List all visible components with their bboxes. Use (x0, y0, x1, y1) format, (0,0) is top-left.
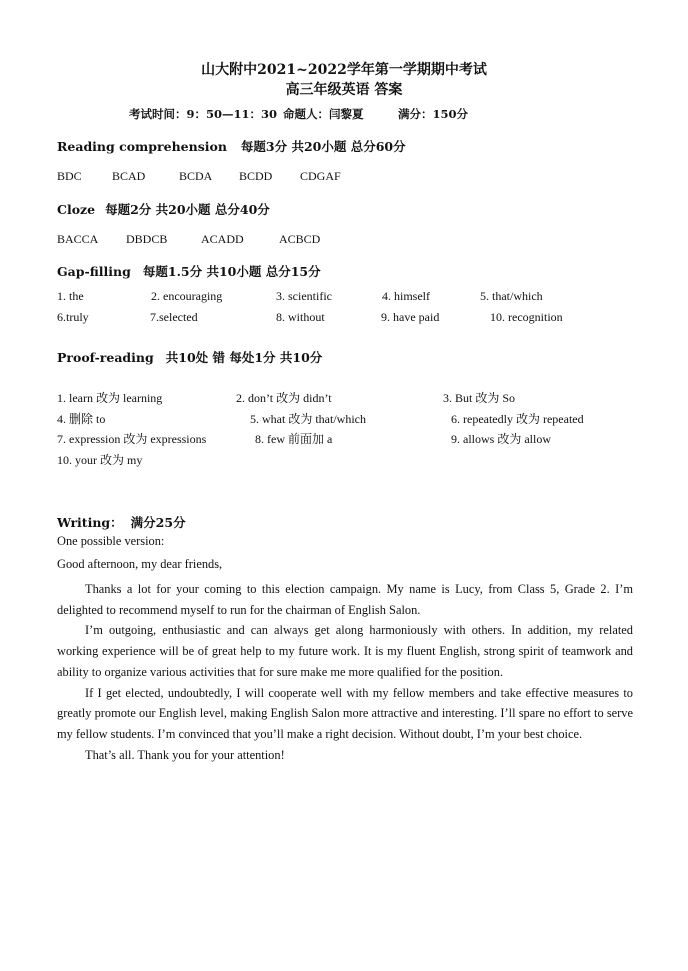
gap-answer: 6.truly (57, 310, 89, 324)
page-title: 山大附中2021~2022学年第一学期期中考试 (201, 62, 487, 78)
essay-paragraph: I’m outgoing, enthusiastic and can always get along harmoniously with others. In addition, my related working experience will be of great help to my future work. It is my fluent English, strong spirit of teamwork and ability to organize various activities that for sure make me more qualified for the position. (57, 623, 633, 679)
model-essay (57, 579, 633, 765)
cloze-answer-group: ACADD (201, 232, 244, 246)
proof-correction: 8. few 前面加 a (255, 432, 333, 446)
gap-answer: 7.selected (150, 310, 198, 324)
page-subtitle: 高三年级英语 答案 (285, 82, 403, 98)
exam-time: 考试时间：9：50—11：30 (129, 107, 278, 121)
gap-answer: 5. that/which (480, 289, 543, 303)
section-heading-cloze: Cloze 每题2分 共20小题 总分40分 (57, 202, 270, 217)
essay-paragraph: If I get elected, undoubtedly, I will cooperate well with my fellow members and take effective measures to greatly promote our English level, making English Salon more attractive and interesting. I’ll spare no effort to serve my fellow students. I’m convinced that you’ll make a right decision. Without doubt, I’m your best choice. (57, 685, 633, 741)
gap-answer: 4. himself (382, 289, 430, 303)
essay-version-note: One possible version: (57, 534, 165, 548)
gap-answer: 1. the (57, 289, 84, 303)
gap-answer: 2. encouraging (151, 289, 223, 303)
reading-answer-group: BCDD (239, 169, 273, 183)
reading-answer-group: CDGAF (300, 169, 341, 183)
gap-answer: 8. without (276, 310, 325, 324)
proof-correction: 4. 删除 to (57, 412, 106, 426)
gap-answer: 9. have paid (381, 310, 440, 324)
proof-correction: 1. learn 改为 learning (57, 391, 163, 405)
proof-correction: 9. allows 改为 allow (451, 432, 551, 446)
cloze-answer-group: ACBCD (279, 232, 321, 246)
gap-answer: 3. scientific (276, 289, 332, 303)
question-setter: 命题人：闫黎夏 (283, 107, 364, 121)
gap-answer: 10. recognition (490, 310, 563, 324)
cloze-answer-group: DBDCB (126, 232, 168, 246)
reading-answer-group: BCAD (112, 169, 146, 183)
proof-correction: 5. what 改为 that/which (250, 412, 366, 426)
proof-correction: 6. repeatedly 改为 repeated (451, 412, 584, 426)
essay-paragraph: Thanks a lot for your coming to this election campaign. My name is Lucy, from Class 5, Grade 2. I’m delighted to recommend myself to run for the chairman of English Salon. (57, 582, 633, 617)
section-heading-writing: Writing： 满分25分 (57, 515, 186, 530)
proof-correction: 10. your 改为 my (57, 453, 143, 467)
proof-correction: 3. But 改为 So (443, 391, 516, 405)
reading-answer-group: BCDA (179, 169, 213, 183)
section-heading-reading: Reading comprehension 每题3分 共20小题 总分60分 (57, 139, 406, 154)
proof-correction: 7. expression 改为 expressions (57, 432, 207, 446)
section-heading-gap-filling: Gap-filling 每题1.5分 共10小题 总分15分 (57, 264, 321, 279)
section-heading-proof-reading: Proof-reading 共10处 错 每处1分 共10分 (57, 350, 323, 365)
essay-paragraph: That’s all. Thank you for your attention! (85, 747, 285, 762)
reading-answer-group: BDC (57, 169, 82, 183)
essay-greeting: Good afternoon, my dear friends, (57, 557, 223, 571)
proof-correction: 2. don’t 改为 didn’t (236, 391, 332, 405)
cloze-answer-group: BACCA (57, 232, 99, 246)
full-score: 满分：150分 (398, 107, 469, 121)
